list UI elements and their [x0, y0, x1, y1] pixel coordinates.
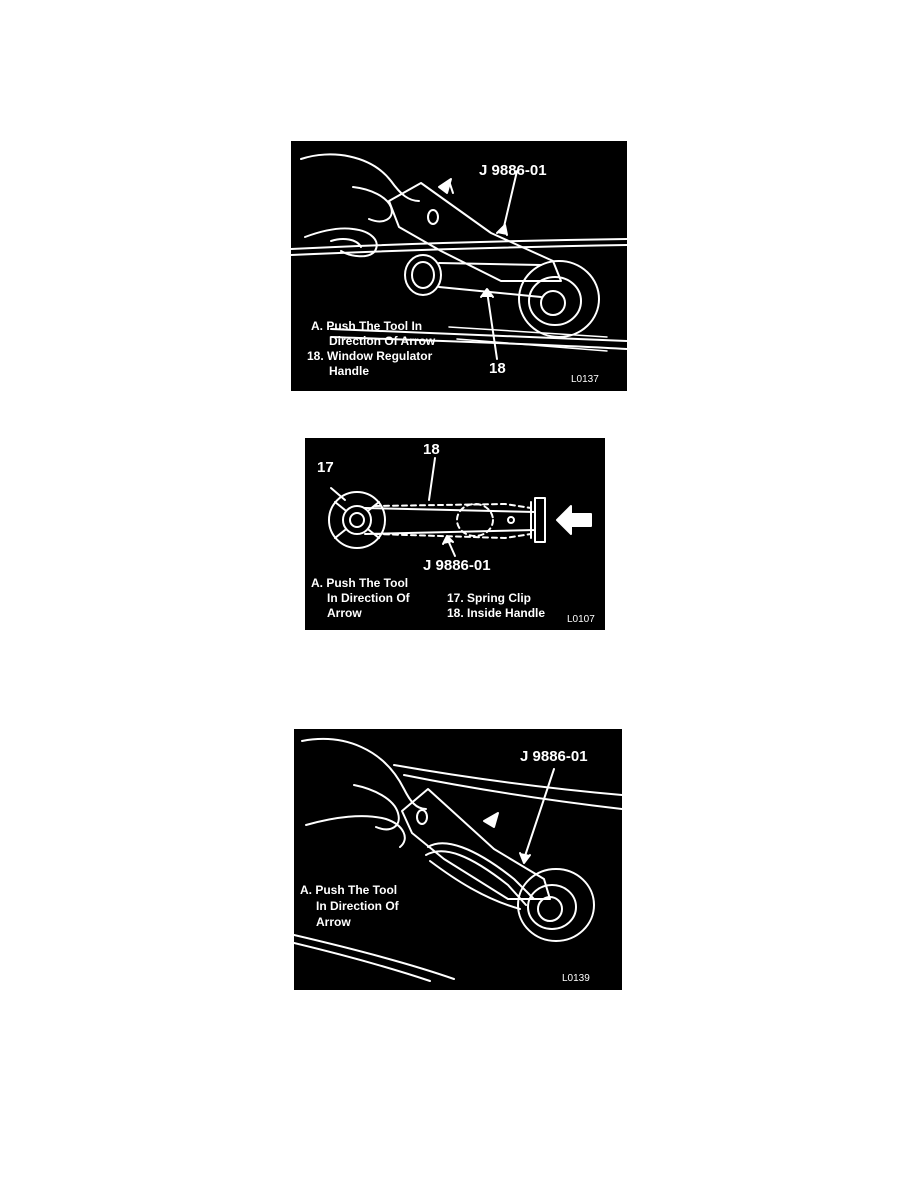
figure-2-tool-label: J 9886-01 [423, 557, 491, 574]
figure-2-caption-right-2: 18. Inside Handle [447, 606, 546, 620]
figure-2-caption-right-1: 17. Spring Clip [447, 591, 532, 605]
figure-1-caption-line-3: 18. Window Regulator [307, 349, 433, 363]
figure-1-callout-18: 18 [489, 360, 506, 377]
figure-3-caption-line-1: A. Push The Tool [300, 883, 398, 897]
figure-3-caption-line-3: Arrow [316, 915, 351, 929]
figure-3-inside-handle-removal [294, 729, 622, 990]
figure-3-tool-label: J 9886-01 [520, 748, 588, 765]
figure-2-code: L0107 [567, 614, 595, 625]
figure-3-illustration [294, 729, 622, 990]
figure-1-window-regulator-handle-removal [291, 141, 627, 391]
figure-1-tool-label: J 9886-01 [479, 162, 547, 179]
figure-2-callout-18: 18 [423, 441, 440, 458]
figure-3-caption-line-2: In Direction Of [316, 899, 399, 913]
figure-1-caption-line-2: Direction Of Arrow [329, 334, 436, 348]
figure-1-code: L0137 [571, 374, 599, 385]
figure-1-caption-line-1: A. Push The Tool In [311, 319, 423, 333]
figure-2-caption-left-2: In Direction Of [327, 591, 410, 605]
figure-2-callout-17: 17 [317, 459, 334, 476]
figure-2-caption-left-3: Arrow [327, 606, 362, 620]
figure-3-code: L0139 [562, 973, 590, 984]
figure-1-caption-line-4: Handle [329, 364, 370, 378]
figure-2-caption-left-1: A. Push The Tool [311, 576, 409, 590]
figure-2-spring-clip-removal [305, 438, 605, 630]
